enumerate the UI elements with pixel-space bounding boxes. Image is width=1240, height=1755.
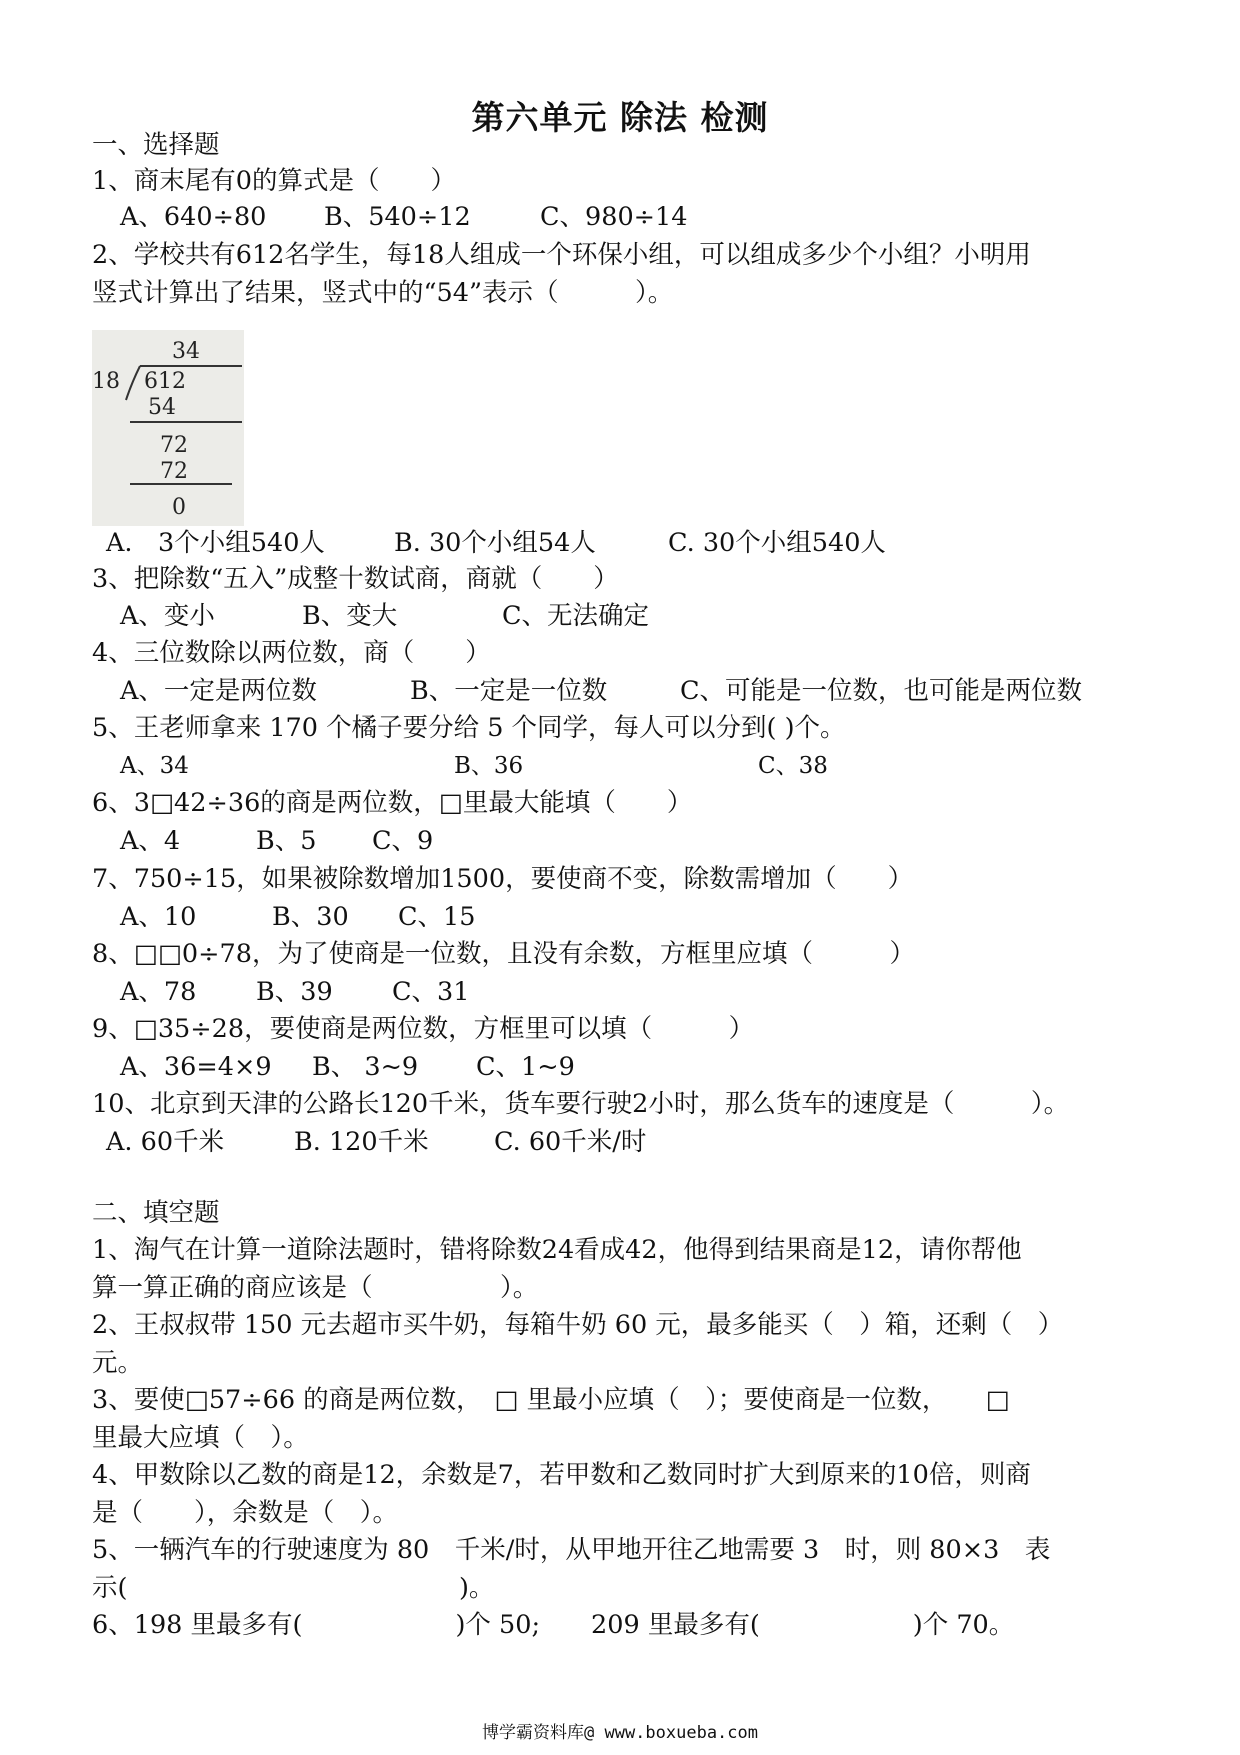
question-2-2-line1: 2、王叔叔带 150 元去超市买牛奶，每箱牛奶 60 元，最多能买（ ）箱，还剩（ ） bbox=[92, 1310, 1064, 1340]
question-2-1-line2: 算一算正确的商应该是（ ）。 bbox=[92, 1273, 539, 1303]
question-1-2-line2: 竖式计算出了结果，竖式中的“54”表示（ ）。 bbox=[92, 278, 674, 308]
page-title: 第六单元 除法 检测 bbox=[471, 98, 769, 137]
question-1-6: 6、3□42÷36的商是两位数，□里最大能填（ ） bbox=[92, 788, 693, 818]
long-division-bracket bbox=[126, 366, 140, 400]
option-c: C、38 bbox=[758, 753, 828, 779]
long-division-step1: 54 bbox=[148, 395, 176, 420]
option-c: C、1~9 bbox=[476, 1052, 575, 1082]
question-2-5-line2: 示( )。 bbox=[92, 1573, 495, 1603]
question-2-2-line2: 元。 bbox=[92, 1348, 144, 1378]
option-b: B、540÷12 bbox=[324, 202, 471, 232]
option-b: B. 120千米 bbox=[294, 1127, 429, 1157]
question-1-4: 4、三位数除以两位数，商（ ） bbox=[92, 638, 491, 668]
option-c: C、31 bbox=[392, 977, 470, 1007]
question-2-4-line1: 4、甲数除以乙数的商是12，余数是7，若甲数和乙数同时扩大到原来的10倍，则商 bbox=[92, 1460, 1031, 1490]
option-c: C、980÷14 bbox=[540, 202, 688, 232]
option-a: A、4 bbox=[120, 826, 181, 856]
long-division-figure bbox=[92, 330, 244, 526]
question-2-3-line2: 里最大应填（ ）。 bbox=[92, 1423, 309, 1453]
section-choice-heading: 一、选择题 bbox=[92, 130, 220, 160]
option-c: C. 30个小组540人 bbox=[668, 528, 886, 558]
option-a: A. 3个小组540人 bbox=[106, 528, 325, 558]
long-division-step2: 72 bbox=[160, 459, 188, 484]
question-1-2-line1: 2、学校共有612名学生，每18人组成一个环保小组，可以组成多少个小组？小明用 bbox=[92, 240, 1031, 270]
option-b: B、 3~9 bbox=[312, 1052, 419, 1082]
question-1-7: 7、750÷15，如果被除数增加1500，要使商不变，除数需增加（ ） bbox=[92, 864, 914, 894]
option-c: C. 60千米/时 bbox=[494, 1127, 647, 1157]
section-fill-heading: 二、填空题 bbox=[92, 1198, 220, 1228]
option-c: C、15 bbox=[398, 902, 476, 932]
question-1-5: 5、王老师拿来 170 个橘子要分给 5 个同学，每人可以分到( )个。 bbox=[92, 713, 846, 743]
long-division-remainder1: 72 bbox=[160, 433, 188, 458]
question-1-1: 1、商末尾有0的算式是（ ） bbox=[92, 166, 456, 196]
option-b: B、30 bbox=[272, 902, 349, 932]
option-b: B、一定是一位数 bbox=[410, 676, 608, 706]
option-a: A、36=4×9 bbox=[120, 1052, 272, 1082]
option-a: A、变小 bbox=[120, 601, 215, 631]
question-1-8: 8、□□0÷78，为了使商是一位数，且没有余数，方框里应填（ ） bbox=[92, 939, 915, 969]
option-a: A、640÷80 bbox=[120, 202, 267, 232]
footer-watermark: 博学霸资料库@ www.boxueba.com bbox=[482, 1723, 758, 1743]
option-b: B、36 bbox=[454, 753, 524, 779]
option-c: C、9 bbox=[372, 826, 434, 856]
long-division-divisor: 18 bbox=[92, 369, 120, 394]
option-c: C、可能是一位数，也可能是两位数 bbox=[680, 676, 1083, 706]
question-2-1-line1: 1、淘气在计算一道除法题时，错将除数24看成42，他得到结果商是12，请你帮他 bbox=[92, 1235, 1022, 1265]
question-1-3: 3、把除数“五入”成整十数试商，商就（ ） bbox=[92, 564, 619, 594]
question-1-10: 10、北京到天津的公路长120千米，货车要行驶2小时，那么货车的速度是（ ）。 bbox=[92, 1089, 1070, 1119]
question-2-4-line2: 是（ ），余数是（ ）。 bbox=[92, 1498, 399, 1528]
option-b: B、变大 bbox=[302, 601, 398, 631]
long-division-quotient: 34 bbox=[172, 339, 200, 364]
question-1-9: 9、□35÷28，要使商是两位数，方框里可以填（ ） bbox=[92, 1014, 755, 1044]
question-2-5-line1: 5、一辆汽车的行驶速度为 80 千米/时，从甲地开往乙地需要 3 时，则 80×3 表 bbox=[92, 1535, 1051, 1565]
long-division-remainder2: 0 bbox=[172, 495, 186, 520]
option-b: B、39 bbox=[256, 977, 333, 1007]
long-division-dividend: 612 bbox=[144, 369, 186, 394]
option-a: A、34 bbox=[120, 753, 189, 779]
option-b: B、5 bbox=[256, 826, 317, 856]
option-a: A、一定是两位数 bbox=[120, 676, 317, 706]
option-a: A、10 bbox=[120, 902, 197, 932]
option-b: B. 30个小组54人 bbox=[394, 528, 596, 558]
question-2-3-line1: 3、要使□57÷66 的商是两位数， □ 里最小应填（ ）；要使商是一位数， □ bbox=[92, 1385, 1010, 1415]
option-c: C、无法确定 bbox=[502, 601, 650, 631]
option-a: A、78 bbox=[120, 977, 197, 1007]
question-2-6: 6、198 里最多有( )个 50; 209 里最多有( )个 70。 bbox=[92, 1610, 1015, 1640]
option-a: A. 60千米 bbox=[106, 1127, 225, 1157]
